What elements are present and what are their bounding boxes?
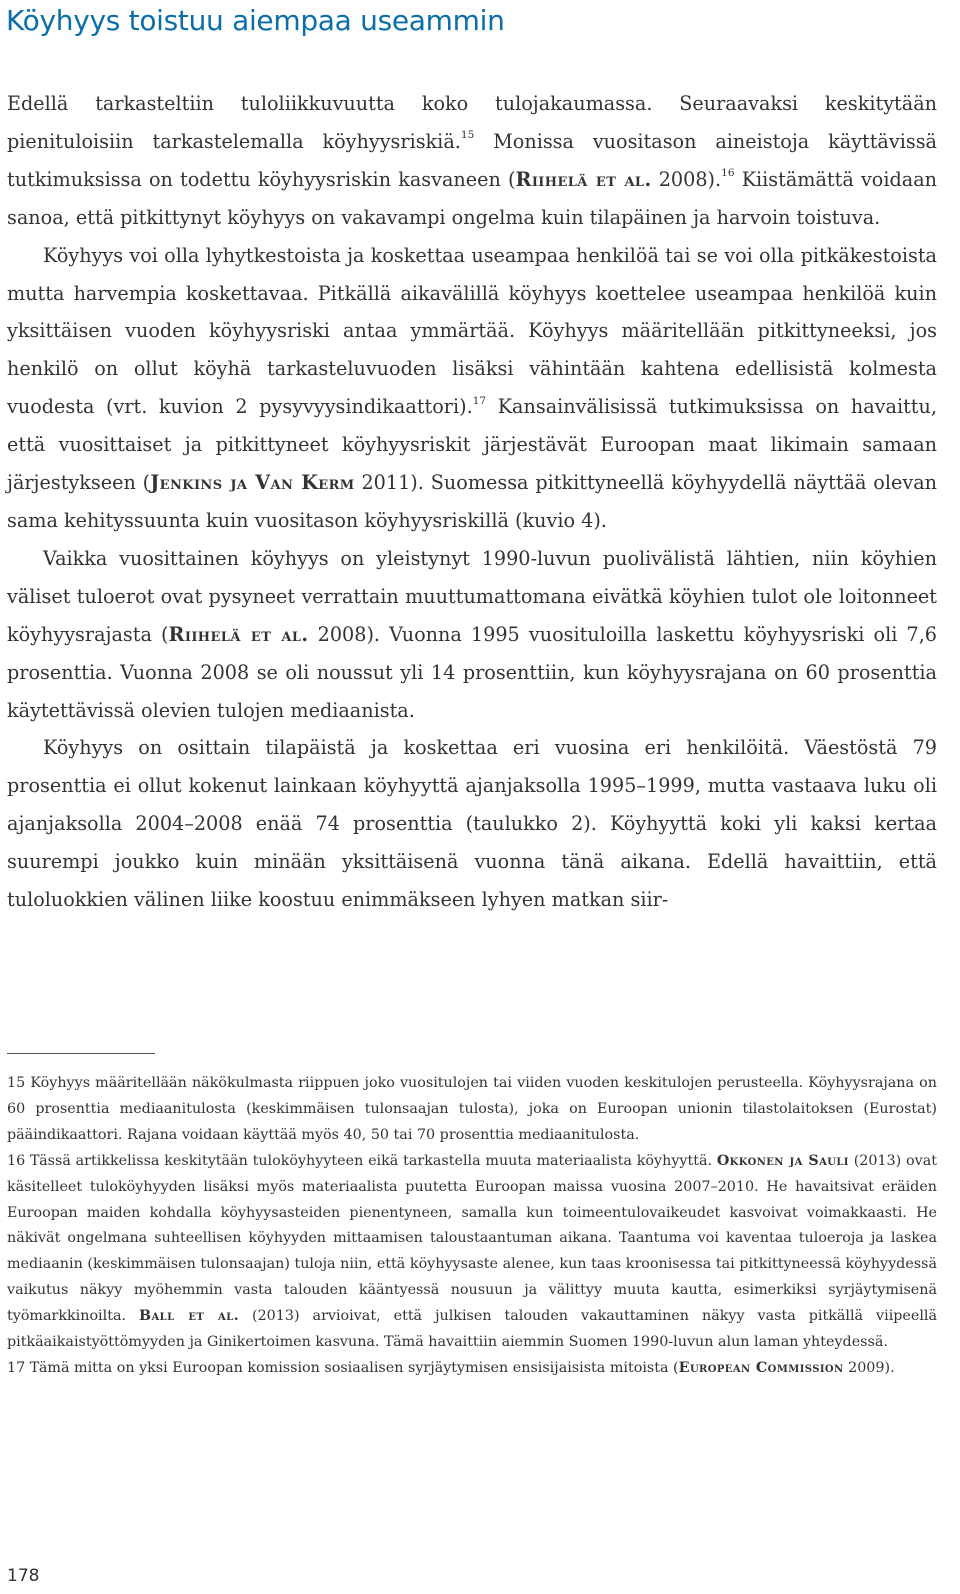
text: Köyhyys voi olla lyhytkestoista ja koskettaa useampaa henkilöä tai se voi olla pitkäkestoista mutta harvempia koskettavaa. Pitkällä aikavälillä köyhyys koettelee useampaa henkilöä kuin yksittäisen vuoden köyhyysriski antaa ymmärtää. Köyhyys määritellään pitkittyneeksi, jos henkilö on ollut köyhä tarkasteluvuoden lisäksi vähintään kahtena edellisistä kolmesta vuodesta (vrt. kuvion 2 pysyvyysindikaattori). [7, 243, 937, 419]
text: Tämä mitta on yksi Euroopan komission sosiaalisen syrjäytymisen ensisijaisista mitoista ( [25, 1359, 679, 1376]
footnote-ref-15[interactable]: 15 [460, 129, 475, 142]
text: Tässä artikkelissa keskitytään tuloköyhyyteen eikä tarkastella muuta materiaalista köyhyyttä. [25, 1152, 717, 1169]
footnotes [7, 1071, 937, 1382]
citation-author: Okkonen ja Sauli [716, 1152, 849, 1169]
paragraph-4 [7, 729, 937, 919]
body-text [7, 85, 937, 919]
citation-author: Jenkins ja Van Kerm [150, 471, 355, 495]
text: 2008). Vuonna 1995 vuosituloilla laskettu köyhyysriski oli 7,6 prosenttia. Vuonna 2008 se oli noussut yli 14 prosenttiin, kun köyhyysrajana on 60 prosenttia käytettävissä olevien tulojen mediaanista. [7, 622, 937, 722]
footnote-15 [7, 1071, 937, 1149]
footnote-ref-17[interactable]: 17 [472, 394, 487, 407]
footnote-ref-16[interactable]: 16 [721, 167, 735, 180]
text: (2013) arvioivat, että julkisen talouden vakauttaminen näkyy vasta pitkällä viipeellä pitkäaikaistyöttömyyden ja Ginikertoimen kasvuna. Tämä havaittiin aiemmin Suomen 1990-luvun alun laman yhteydessä. [7, 1308, 938, 1351]
text: Edellä tarkasteltiin tuloliikkuvuutta koko tulojakaumassa. Seuraavaksi keskitytään pienituloisiin tarkastelemalla köyhyysriskiä. [7, 92, 937, 153]
text: (2013) ovat käsitelleet tuloköyhyyden lisäksi myös materiaalista puutetta Euroopan maissa vuosina 2007–2010. He havaitsivat eräiden Euroopan maiden kohdalla köyhyysasteiden pienentyneen, samalla kun toimeentulovaikeudet kasvoivat voimakkaasti. He näkivät ongelmana suhteellisen köyhyyden mittaamisen taloustaantuman aikana. Taantuma voi kaventaa tuloeroja ja laskea mediaanin (keskimmäisen tulonsaajan) tuloja niin, että köyhyysaste alenee, kun taas kroonisessa tai pitkittyneessä köyhyydessä vaikutus näkyy myöhemmin vasta talouden kääntyessä nousuun ja välittyy muuta kautta, esimerkiksi syrjäytymisenä työmarkkinoilta. [7, 1152, 937, 1325]
text: 2011). Suomessa pitkittyneellä köyhyydellä näyttää olevan sama kehityssuunta kuin vuositason köyhyysriskillä (kuvio 4). [7, 471, 937, 532]
footnote-17 [7, 1356, 937, 1382]
text: Vaikka vuosittainen köyhyys on yleistynyt 1990-luvun puolivälistä lähtien, niin köyhien väliset tuloerot ovat pysyneet verrattain muuttumattomana eivätkä köyhien tulot ole loitonneet köyhyysrajasta ( [7, 546, 937, 646]
citation-author: European Commission [678, 1359, 844, 1376]
text: 2009). [843, 1359, 895, 1376]
text: Köyhyys on osittain tilapäistä ja koskettaa eri vuosina eri henkilöitä. Väestöstä 79 prosenttia ei ollut kokenut lainkaan köyhyyttä ajanjaksolla 1995–1999, mutta vastaava luku oli ajanjaksolla 2004–2008 enää 74 prosenttia (taulukko 2). Köyhyyttä koki yli kaksi kertaa suurempi joukko kuin minään yksittäisenä vuonna tänä aikana. Edellä havaittiin, että tuloluokkien välinen liike koostuu enimmäkseen lyhyen matkan siir- [7, 736, 937, 912]
text: Monissa vuositason aineistoja käyttävissä tutkimuksissa on todettu köyhyysriskin kasvaneen ( [7, 129, 937, 191]
paragraph-3 [7, 540, 937, 730]
section-heading: Köyhyys toistuu aiempaa useammin [6, 4, 505, 37]
citation-author: Ball et al. [139, 1308, 240, 1325]
citation-author: Riihelä et al. [168, 622, 309, 646]
footnote-number: 16 [7, 1152, 26, 1169]
text: 2008). [651, 167, 722, 191]
citation-author: Riihelä et al. [515, 167, 652, 191]
paragraph-1 [7, 85, 937, 237]
text: Kiistämättä voidaan sanoa, että pitkittynyt köyhyys on vakavampi ongelma kuin tilapäinen ja harvoin toistuva. [7, 167, 937, 229]
footnote-separator [7, 1053, 155, 1054]
text: Kansainvälisissä tutkimuksissa on havaittu, että vuosittaiset ja pitkittyneet köyhyysriskit järjestävät Euroopan maat likimain samaan järjestykseen ( [7, 395, 937, 495]
footnote-number: 15 [7, 1075, 26, 1091]
paragraph-2 [7, 237, 937, 540]
footnote-number: 17 [7, 1359, 26, 1376]
page-number: 178 [7, 1566, 40, 1586]
footnote-16 [7, 1149, 937, 1356]
text: Köyhyys määritellään näkökulmasta riippuen joko vuositulojen tai viiden vuoden keskitulojen perusteella. Köyhyysrajana on 60 prosenttia mediaanitulosta (keskimmäisen tulonsaajan tulosta), joka on Euroopan unionin tilastolaitoksen (Eurostat) pääindikaattori. Rajana voidaan käyttää myös 40, 50 tai 70 prosenttia mediaanitulosta. [7, 1075, 937, 1143]
